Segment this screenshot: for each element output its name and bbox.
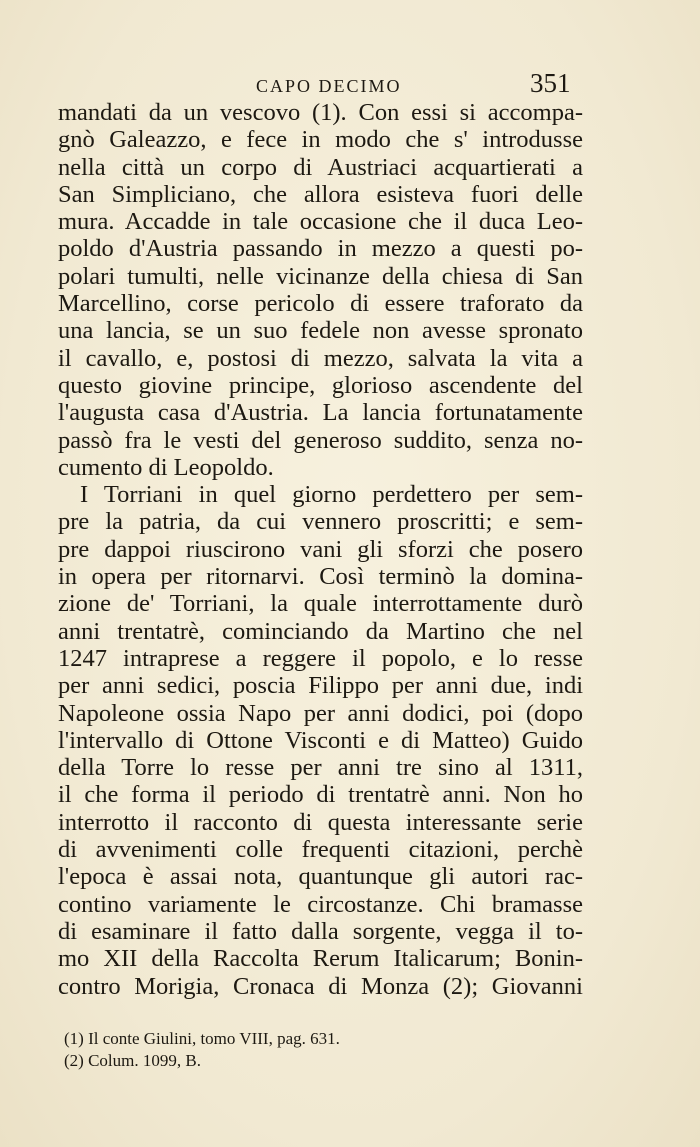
text-line: in opera per ritornarvi. Così terminò la domina-: [58, 563, 583, 591]
text-line: I Torriani in quel giorno perdettero per sem-: [80, 481, 583, 509]
text-line: poldo d'Austria passando in mezzo a questi po-: [58, 235, 583, 263]
text-line: nella città un corpo di Austriaci acquartierati a: [58, 153, 583, 181]
text-line: interrotto il racconto di questa interessante serie: [58, 808, 583, 836]
text-line: di avvenimenti colle frequenti citazioni, perchè: [58, 836, 583, 864]
text-line: San Simpliciano, che allora esisteva fuori delle: [58, 180, 583, 208]
text-line: passò fra le vesti del generoso suddito, senza no-: [58, 426, 583, 454]
footnotes: [64, 1028, 564, 1072]
text-line: pre la patria, da cui vennero proscritti; e sem-: [58, 508, 583, 536]
text-line: polari tumulti, nelle vicinanze della chiesa di San: [58, 262, 583, 290]
text-line: Marcellino, corse pericolo di essere traforato da: [58, 290, 583, 318]
text-line: Napoleone ossia Napo per anni dodici, poi (dopo: [58, 699, 583, 727]
text-line: pre dappoi riuscirono vani gli sforzi che posero: [58, 535, 583, 563]
text-line: il che forma il periodo di trentatrè anni. Non ho: [58, 781, 583, 809]
footnote: (2) Colum. 1099, B.: [64, 1051, 201, 1070]
text-line: il cavallo, e, postosi di mezzo, salvata la vita a: [58, 344, 583, 372]
text-line: gnò Galeazzo, e fece in modo che s' introdusse: [58, 126, 583, 154]
text-line: cumento di Leopoldo.: [58, 453, 274, 481]
body-text: [58, 99, 583, 1000]
text-line: contino variamente le circostanze. Chi bramasse: [58, 890, 583, 918]
footnote: (1) Il conte Giulini, tomo VIII, pag. 631.: [64, 1029, 340, 1048]
text-line: mandati da un vescovo (1). Con essi si accompa-: [58, 99, 583, 126]
text-line: della Torre lo resse per anni tre sino al 1311,: [58, 754, 583, 782]
text-line: questo giovine principe, glorioso ascendente del: [58, 371, 583, 399]
text-line: mo XII della Raccolta Rerum Italicarum; Bonin-: [58, 945, 583, 973]
text-line: anni trentatrè, cominciando da Martino che nel: [58, 617, 583, 645]
text-line: per anni sedici, poscia Filippo per anni due, indi: [58, 672, 583, 700]
page-number: 351: [530, 68, 571, 98]
text-line: l'epoca è assai nota, quantunque gli autori rac-: [58, 863, 583, 891]
text-line: contro Morigia, Cronaca di Monza (2); Giovanni: [58, 972, 583, 1000]
running-head: CAPO DECIMO: [256, 76, 402, 96]
text-line: zione de' Torriani, la quale interrottamente durò: [58, 590, 583, 618]
text-line: l'augusta casa d'Austria. La lancia fortunatamente: [58, 399, 583, 427]
text-line: una lancia, se un suo fedele non avesse spronato: [58, 317, 583, 345]
text-line: 1247 intraprese a reggere il popolo, e lo resse: [58, 644, 583, 672]
text-line: mura. Accadde in tale occasione che il duca Leo-: [58, 208, 583, 236]
text-line: di esaminare il fatto dalla sorgente, vegga il to-: [58, 917, 583, 945]
text-line: l'intervallo di Ottone Visconti e di Matteo) Guido: [58, 726, 583, 754]
